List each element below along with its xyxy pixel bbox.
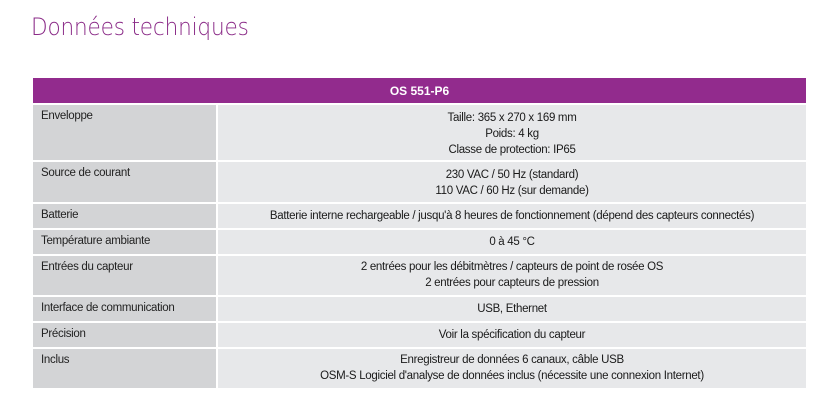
row-value: [218, 323, 806, 347]
row-value: [218, 349, 806, 388]
row-label: Précision: [33, 323, 216, 347]
value-line: Classe de protection: IP65: [448, 144, 576, 156]
value-line: OSM-S Logiciel d'analyse de données inclus (nécessite une connexion Internet): [320, 370, 704, 382]
row-label: Interface de communication: [33, 297, 216, 321]
value-line: 230 VAC / 50 Hz (standard): [445, 169, 579, 181]
value-line: Taille: 365 x 270 x 169 mm: [447, 112, 577, 124]
row-label: Inclus: [33, 349, 216, 388]
table-row-interface-de-communication: [33, 297, 806, 321]
row-value: [218, 162, 806, 202]
value-line: 0 à 45 °C: [489, 236, 535, 248]
table-row-batterie: [33, 204, 806, 228]
table-row-temperature-ambiante: [33, 230, 806, 254]
row-value: [218, 256, 806, 295]
table-row-entrees-du-capteur: [33, 256, 806, 295]
value-line: Voir la spécification du capteur: [438, 329, 586, 341]
table-row-enveloppe: [33, 105, 806, 160]
table-row-inclus: [33, 349, 806, 388]
value-line: USB, Ethernet: [477, 303, 547, 315]
value-line: Poids: 4 kg: [485, 128, 539, 140]
row-value: [218, 204, 806, 228]
spec-table: [33, 78, 806, 388]
value-line: 110 VAC / 60 Hz (sur demande): [435, 185, 589, 197]
row-value: [218, 297, 806, 321]
row-value: [218, 105, 806, 160]
page-title: Données techniques: [31, 13, 249, 41]
value-line: 2 entrées pour capteurs de pression: [425, 277, 599, 289]
value-line: Batterie interne rechargeable / jusqu'à 8 heures de fonctionnement (dépend des capteurs connectés): [269, 210, 755, 222]
row-label: Température ambiante: [33, 230, 216, 254]
table-row-precision: [33, 323, 806, 347]
value-line: Enregistreur de données 6 canaux, câble USB: [400, 354, 624, 366]
row-label: Enveloppe: [33, 105, 216, 160]
table-header-model: OS 551-P6: [33, 78, 806, 103]
value-line: 2 entrées pour les débitmètres / capteurs de point de rosée OS: [360, 261, 664, 273]
table-row-source-de-courant: [33, 162, 806, 202]
row-label: Batterie: [33, 204, 216, 228]
row-label: Source de courant: [33, 162, 216, 202]
row-value: [218, 230, 806, 254]
row-label: Entrées du capteur: [33, 256, 216, 295]
